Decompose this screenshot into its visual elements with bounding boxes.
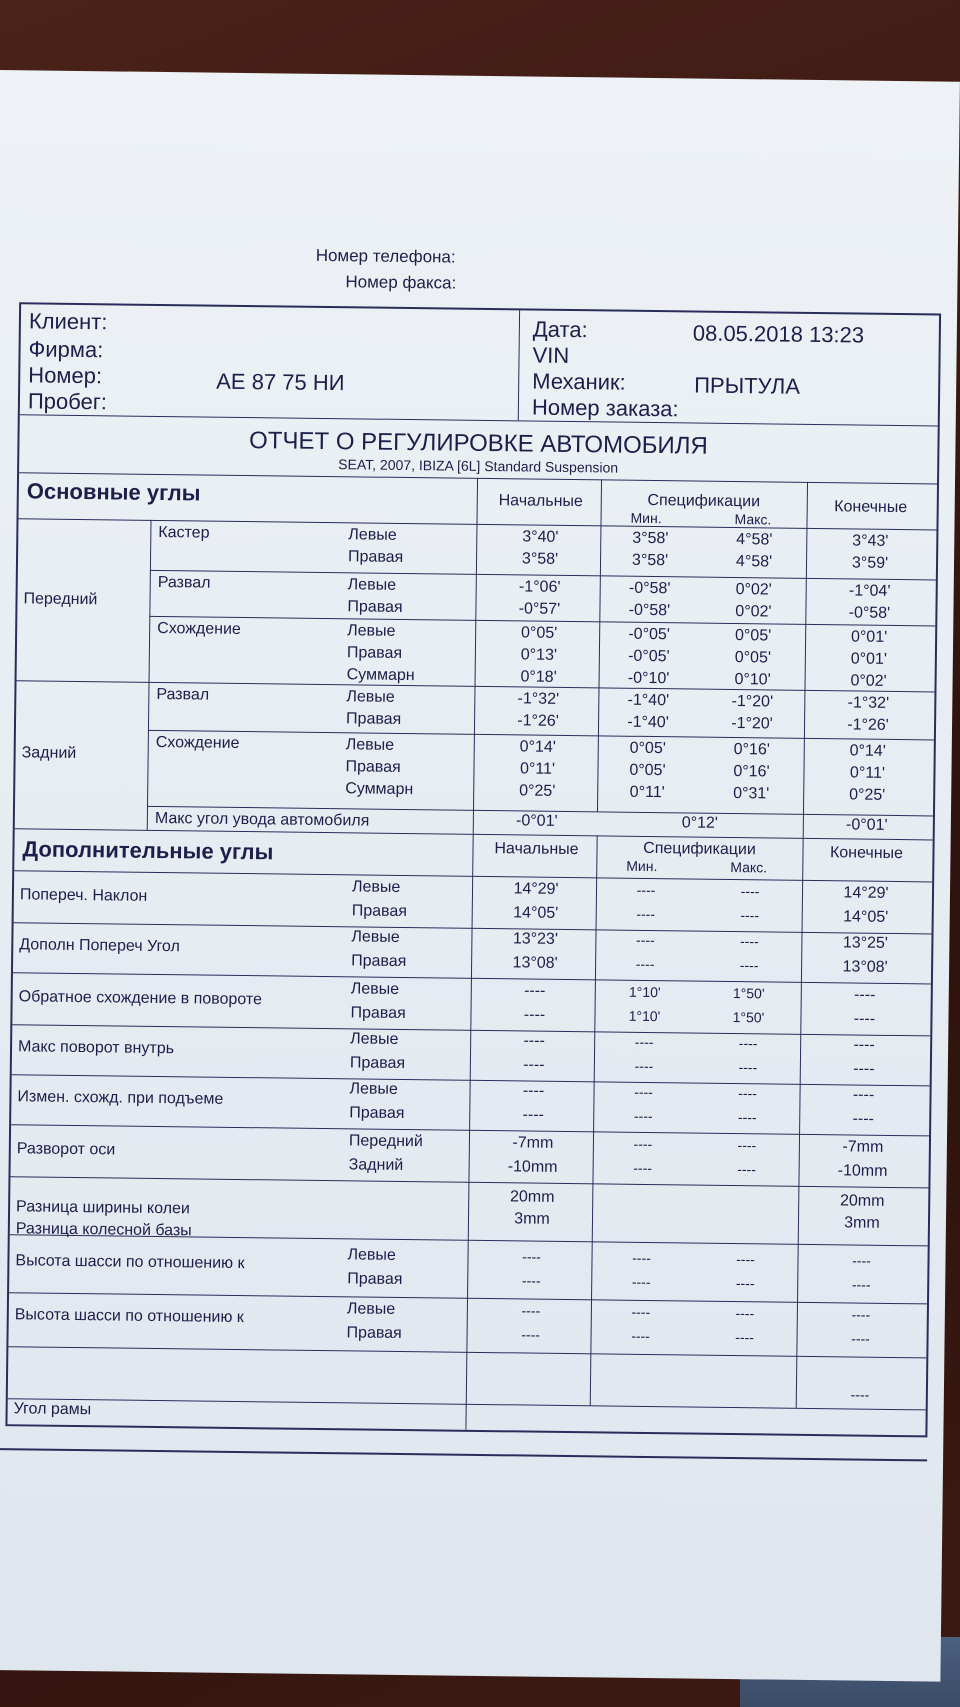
mechanic-label: Механик: [532,368,626,395]
extra-row-max: ---- [738,1085,757,1102]
extra-row-final: ---- [853,1036,875,1054]
alignment-report-sheet [0,70,960,1682]
fax-label: Номер факса: [345,272,457,293]
row-side-label: Левые [348,526,397,544]
extra-row-min: ---- [636,881,656,899]
row-side-label: Левые [345,736,395,754]
extra-row-initial: 13°23' [512,930,559,948]
row-initial: 0°25' [519,782,556,800]
extra-row-min: ---- [634,1033,654,1051]
row-side-label: Правая [345,710,402,728]
height-group-label: Высота шасси по отношению к [15,1252,245,1273]
main-col-max: Макс. [734,511,772,528]
row-min: -0°58' [628,601,671,620]
extra-row-min: 1°10' [628,983,661,1001]
extra-row-max: ---- [737,1109,757,1126]
row-max: 0°02' [735,603,772,621]
extra-row-max: ---- [740,883,760,900]
height-row-max: ---- [735,1329,754,1346]
number-label: Номер: [28,362,103,389]
extra-row-max: ---- [739,957,759,974]
extra-row-final: 13°08' [842,958,888,976]
main-col-initial: Начальные [498,492,583,511]
extra-row-min: ---- [635,955,655,973]
row-max: 0°05' [734,627,772,645]
extra-row-side: Правая [351,952,407,971]
height-row-min: ---- [632,1249,651,1267]
row-final: 3°43' [852,532,889,550]
row-initial: -1°32' [517,690,560,708]
height-row-max: ---- [735,1305,755,1322]
row-min: -0°05' [628,625,670,644]
height-row-final: ---- [851,1330,870,1347]
extra-group-label: Дополн Попереч Угол [19,936,180,956]
row-side-label: Правая [345,758,401,776]
extra-row-min: ---- [634,1083,653,1101]
extra-row-min: ---- [633,1159,653,1177]
height-row-final: ---- [851,1276,871,1293]
row-min: 0°05' [629,761,666,780]
bottom-rule [0,1448,927,1461]
extra-row-initial: ---- [523,1006,546,1024]
row-min: -0°58' [628,579,671,598]
max-drift-label: Макс угол увода автомобиля [154,809,370,830]
firm-label: Фирма: [28,336,104,363]
extra-row-final: ---- [853,1060,875,1078]
extra-row-max: 1°50' [732,985,765,1002]
extra-row-min: 1°10' [628,1007,661,1025]
row-final: -1°32' [847,694,890,712]
row-final: -1°26' [847,716,889,734]
extra-row-initial: 13°08' [512,954,558,972]
row-side-label: Суммарн [346,666,415,685]
extra-row-max: ---- [738,1059,758,1076]
row-max: 0°10' [734,671,771,689]
extra-row-initial: 14°05' [513,904,559,922]
height-row-final: ---- [852,1252,871,1269]
front-axle-label: Передний [23,590,98,609]
extra-row-initial: ---- [522,1106,545,1124]
row-side-label: Правая [347,548,404,566]
date-value: 08.05.2018 13:23 [692,320,865,348]
row-final: 0°02' [850,672,887,690]
height-row-min: ---- [631,1273,651,1291]
main-col-final: Конечные [834,498,908,517]
extra-row-max: ---- [740,907,760,924]
row-max: 4°58' [735,553,773,571]
height-row-side: Правая [347,1270,403,1289]
extra-col-spec: Спецификации [643,839,756,859]
extra-col-initial: Начальные [494,840,579,859]
row-initial: -0°57' [518,600,561,618]
extra-row-final: 14°05' [843,908,889,926]
row-initial: 0°18' [520,668,557,686]
row-side-label: Левые [347,622,396,640]
extra-row-side: Левые [351,878,401,896]
report-title: ОТЧЕТ О РЕГУЛИРОВКЕ АВТОМОБИЛЯ [248,427,708,460]
extra-row-max: 1°50' [732,1009,765,1026]
extra-row-final: 14°29' [843,884,889,902]
row-initial: 0°14' [519,738,556,756]
extra-angles-heading: Дополнительные углы [22,836,274,865]
extra-row-min: ---- [633,1107,653,1125]
row-max: 0°31' [733,785,770,803]
row-min: 0°05' [629,739,666,758]
extra-row-side: Правая [350,1004,406,1023]
max-drift-spec: 0°12' [681,814,719,832]
extra-group-label: Обратное схождение в повороте [18,988,263,1009]
row-group-label: Развал [157,573,211,592]
main-col-spec: Спецификации [647,491,761,511]
row-initial: -1°06' [518,578,561,596]
extra-row-side: Правая [349,1054,406,1073]
report-subtitle: SEAT, 2007, IBIZA [6L] Standard Suspension [338,456,619,476]
height-row-min: ---- [631,1303,651,1321]
client-label: Клиент: [28,308,108,335]
row-max: 0°16' [733,741,770,759]
row-min: 3°58' [631,551,669,570]
row-initial: 3°58' [521,550,559,568]
extra-row-initial: ---- [523,1032,545,1050]
row-side-label: Суммарн [345,780,414,799]
row-max: 0°05' [734,649,772,667]
row-min: -0°10' [627,669,670,688]
main-angles-heading: Основные углы [26,478,201,506]
order-label: Номер заказа: [531,394,679,422]
phone-label: Номер телефона: [315,245,456,267]
extra-row-initial: -10mm [507,1158,558,1176]
extra-row-side: Левые [351,928,400,946]
height-row-side: Правая [346,1324,402,1343]
frame-angle-final: ---- [850,1386,870,1403]
extra-row-side: Передний [348,1132,423,1151]
extra-row-max: ---- [738,1035,758,1052]
extra-row-max: ---- [737,1161,757,1178]
row-initial: 3°40' [522,528,559,546]
client-divider [518,310,520,420]
row-min: -1°40' [627,713,669,732]
height-row-min: ---- [631,1327,651,1345]
row-group-label: Развал [156,685,210,704]
wheelbase-diff-initial: 3mm [514,1210,550,1228]
row-final: 0°14' [849,742,886,760]
mileage-label: Пробег: [27,388,108,415]
row-initial: 0°11' [519,760,556,778]
extra-row-side: Правая [349,1104,405,1123]
extra-row-final: -7mm [842,1138,884,1156]
extra-row-initial: ---- [523,1056,545,1074]
rear-axle-label: Задний [21,744,77,762]
row-final: 0°01' [850,628,888,646]
row-final: 3°59' [851,554,889,572]
row-initial: 0°05' [520,624,558,642]
extra-row-min: ---- [634,1057,654,1075]
max-drift-final: -0°01' [845,816,888,834]
height-row-side: Левые [347,1246,396,1264]
row-min: -0°05' [628,647,670,666]
frame-angle-label: Угол рамы [13,1400,92,1419]
row-min: -1°40' [627,691,670,710]
track-diff-initial: 20mm [509,1188,555,1206]
extra-group-label: Макс поворот внутрь [17,1038,175,1058]
row-min: 3°58' [632,529,669,548]
row-max: -1°20' [731,692,774,711]
row-final: -1°04' [848,582,891,600]
vin-label: VIN [532,342,570,368]
extra-row-final: 13°25' [842,934,889,952]
wheelbase-diff-label: Разница колесной базы [15,1220,192,1240]
row-max: 0°16' [733,763,770,781]
height-row-final: ---- [851,1306,871,1323]
row-group-label: Схождение [155,733,240,752]
extra-row-final: ---- [852,1110,875,1128]
row-final: 0°25' [849,786,886,804]
wheelbase-diff-final: 3mm [844,1214,880,1232]
height-row-initial: ---- [522,1248,541,1265]
row-side-label: Левые [346,688,395,706]
extra-group-label: Попереч. Наклон [19,886,148,905]
extra-row-initial: ---- [522,1082,545,1100]
extra-row-side: Левые [350,980,400,998]
row-side-label: Правая [347,598,403,616]
extra-row-min: ---- [633,1135,653,1153]
row-min: 0°11' [629,783,665,802]
row-initial: -1°26' [517,712,559,730]
height-group-label: Высота шасси по отношению к [14,1306,244,1327]
row-final: 0°11' [849,764,886,782]
row-group-label: Схождение [157,619,241,638]
extra-group-label: Разворот оси [16,1140,116,1159]
height-row-initial: ---- [521,1302,541,1319]
date-label: Дата: [532,316,588,343]
extra-col-min: Мин. [626,857,658,875]
extra-row-side: Правая [351,902,408,921]
report-frame [5,302,941,1437]
extra-row-side: Задний [348,1156,404,1175]
row-max: 4°58' [736,531,773,549]
extra-row-initial: 14°29' [513,880,559,898]
extra-row-min: ---- [635,931,655,949]
extra-row-final: ---- [854,986,876,1004]
main-col-min: Мин. [630,509,662,527]
row-final: -0°58' [848,604,891,622]
height-row-side: Левые [346,1300,396,1318]
track-diff-label: Разница ширины колеи [16,1198,190,1218]
mechanic-value: ПРЫТУЛА [694,372,801,399]
extra-row-final: ---- [853,1010,876,1028]
number-value: AE 87 75 НИ [216,368,345,396]
extra-group-label: Измен. схожд. при подъеме [17,1088,224,1108]
extra-row-side: Левые [349,1080,398,1098]
height-row-initial: ---- [521,1326,541,1343]
extra-row-min: ---- [636,905,656,923]
extra-row-side: Левые [350,1030,399,1048]
track-diff-final: 20mm [839,1192,885,1210]
extra-row-final: -10mm [837,1162,888,1180]
height-row-initial: ---- [521,1272,541,1289]
extra-row-max: ---- [737,1137,757,1154]
row-initial: 0°13' [520,646,558,664]
row-final: 0°01' [850,650,888,668]
row-group-label: Кастер [158,523,210,542]
extra-row-initial: -7mm [512,1134,554,1152]
max-drift-initial: -0°01' [516,812,558,830]
extra-row-final: ---- [852,1086,875,1104]
row-max: 0°02' [735,581,772,599]
height-row-max: ---- [735,1275,755,1292]
row-side-label: Левые [347,576,397,594]
extra-col-max: Макс. [730,858,768,876]
extra-row-initial: ---- [524,982,546,1000]
extra-col-final: Конечные [829,844,904,863]
height-row-max: ---- [736,1251,755,1268]
extra-row-max: ---- [739,933,759,950]
row-side-label: Правая [346,644,403,662]
row-max: -1°20' [731,714,773,733]
